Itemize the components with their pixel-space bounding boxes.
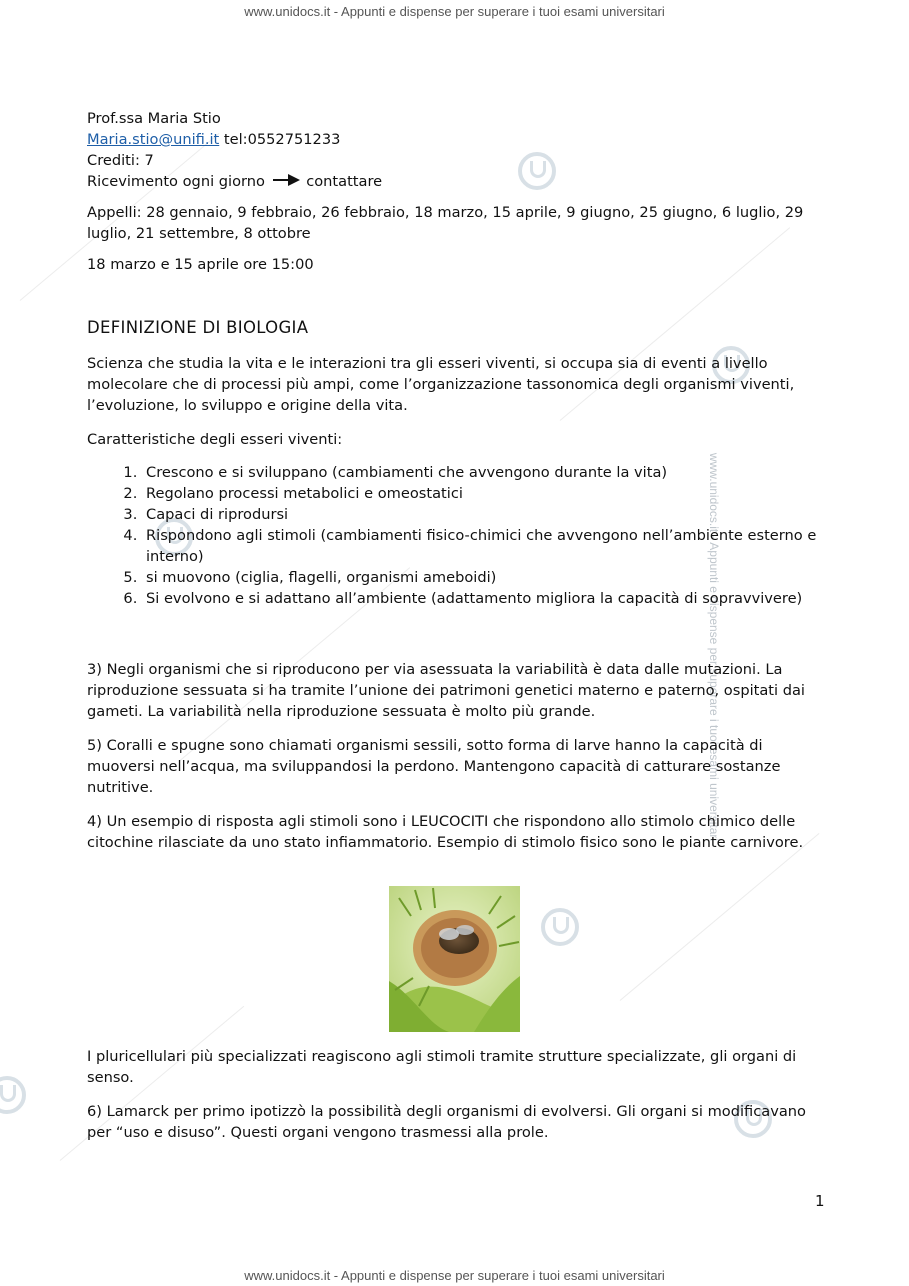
characteristics-list (87, 462, 822, 609)
watermark-bottom: www.unidocs.it - Appunti e dispense per superare i tuoi esami universitari (244, 1268, 665, 1283)
list-item: 3. Capaci di riprodursi (142, 504, 822, 525)
contact-line (87, 129, 822, 150)
watermark-right: www.unidocs.it - Appunti e dispense per superare i tuoi esami universitari (707, 452, 722, 842)
note-multicellular: I pluricellulari più specializzati reagiscono agli stimoli tramite strutture specializzate, gli organi di senso. (87, 1048, 797, 1086)
carnivorous-plant-image (389, 886, 520, 1032)
unidocs-logo-icon (0, 1076, 26, 1114)
watermark-line (620, 833, 820, 1001)
exam-time: 18 marzo e 15 aprile ore 15:00 (87, 256, 314, 273)
definition-paragraph: Scienza che studia la vita e le interazioni tra gli esseri viventi, si occupa sia di eventi a livello molecolare che di processi più ampi, come l’organizzazione tassonomica degli organismi viventi, l’evoluzione, lo sviluppo e origine della vita. (87, 355, 795, 414)
list-item: 2. Regolano processi metabolici e omeostatici (142, 483, 822, 504)
document-body (87, 108, 822, 853)
note-3: 3) Negli organismi che si riproducono per via asessuata la variabilità è data dalle mutazioni. La riproduzione sessuata si ha tramite l’unione dei patrimoni genetici materno e paterno, ospitati dai gameti. La variabilità nella riproduzione sessuata è molto più grande. (87, 661, 805, 720)
note-4: 4) Un esempio di risposta agli stimoli sono i LEUCOCITI che rispondono allo stimolo chimico delle citochine rilasciate da uno stato infiammatorio. Esempio di stimolo fisico sono le piante carnivore. (87, 813, 804, 851)
watermark-top: www.unidocs.it - Appunti e dispense per superare i tuoi esami universitari (244, 4, 665, 19)
list-item: 1. Crescono e si sviluppano (cambiamenti che avvengono durante la vita) (142, 462, 822, 483)
unidocs-logo-icon (541, 908, 579, 946)
section-title: DEFINIZIONE DI BIOLOGIA (87, 318, 309, 337)
reception-line (87, 171, 822, 192)
email-link[interactable]: Maria.stio@unifi.it (87, 131, 220, 148)
exam-dates: Appelli: 28 gennaio, 9 febbraio, 26 febbraio, 18 marzo, 15 aprile, 9 giugno, 25 giugno, 6 luglio, 29 luglio, 21 settembre, 8 ottobre (87, 204, 804, 242)
right-arrow-icon (272, 171, 300, 192)
list-item: 6. Si evolvono e si adattano all’ambiente (adattamento migliora la capacità di sopravvivere) (142, 588, 822, 609)
note-5: 5) Coralli e spugne sono chiamati organismi sessili, sotto forma di larve hanno la capacità di muoversi nell’acqua, ma sviluppandosi la perdono. Mantengono capacità di catturare sostanze nutritive. (87, 737, 781, 796)
professor-name: Prof.ssa Maria Stio (87, 110, 221, 127)
reception-suffix: contattare (306, 173, 383, 190)
characteristics-title: Caratteristiche degli esseri viventi: (87, 431, 343, 448)
list-item: 5. si muovono (ciglia, flagelli, organismi ameboidi) (142, 567, 822, 588)
document-body-continued (87, 1046, 822, 1143)
list-item: 4. Rispondono agli stimoli (cambiamenti fisico-chimici che avvengono nell’ambiente esterno e interno) (142, 525, 822, 567)
phone-number: tel:0552751233 (223, 131, 341, 148)
credits: Crediti: 7 (87, 152, 154, 169)
page-number: 1 (815, 1192, 825, 1210)
reception-prefix: Ricevimento ogni giorno (87, 173, 265, 190)
note-6: 6) Lamarck per primo ipotizzò la possibilità degli organismi di evolversi. Gli organi si modificavano per “uso e disuso”. Questi organi vengono trasmessi alla prole. (87, 1103, 806, 1141)
